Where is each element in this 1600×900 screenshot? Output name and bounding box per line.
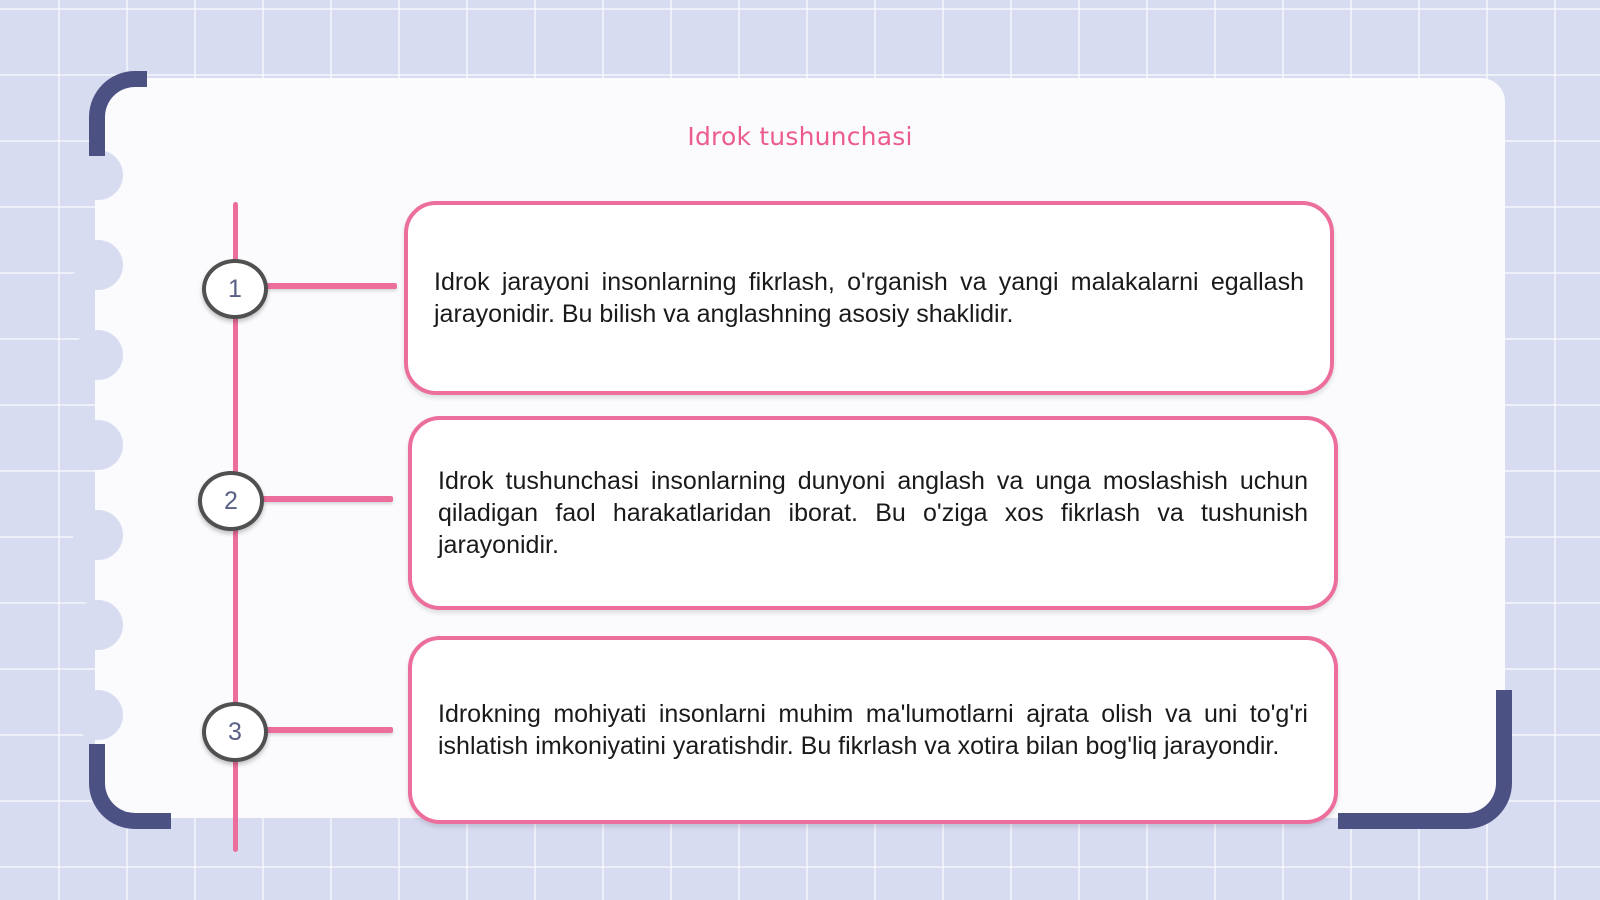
step-number-3: 3 <box>202 702 268 762</box>
torn-edge-notch <box>73 510 123 560</box>
corner-bracket-bottom-left <box>89 744 171 829</box>
torn-edge-notch <box>73 690 123 740</box>
info-box-text: Idrok tushunchasi insonlarning dunyoni anglash va unga moslashish uchun qiladigan faol harakatlaridan iborat. Bu o'ziga xos fikrlash va tushunish jarayonidir. <box>438 467 1308 559</box>
connector-line-1 <box>265 283 397 289</box>
info-box-2 <box>408 416 1338 610</box>
info-box-text: Idrok jarayoni insonlarning fikrlash, o'rganish va yangi malakalarni egallash jarayonidir. Bu bilish va anglashning asosiy shaklidir. <box>434 268 1304 328</box>
corner-bracket-bottom-right <box>1338 690 1512 829</box>
torn-edge-notch <box>73 330 123 380</box>
torn-edge-notch <box>73 600 123 650</box>
torn-edge-notch <box>73 240 123 290</box>
info-box-text: Idrokning mohiyati insonlarni muhim ma'lumotlarni ajrata olish va uni to'g'ri ishlatish imkoniyatini yaratishdir. Bu fikrlash va xotira bilan bog'liq jarayondir. <box>438 700 1308 760</box>
torn-edge-notch <box>73 150 123 200</box>
page-title: Idrok tushunchasi <box>687 122 913 151</box>
step-number-2: 2 <box>198 471 264 531</box>
step-number-1: 1 <box>202 259 268 319</box>
connector-line-2 <box>262 496 393 502</box>
connector-line-3 <box>265 727 393 733</box>
info-box-3 <box>408 636 1338 824</box>
info-box-1 <box>404 201 1334 395</box>
torn-edge-notch <box>73 420 123 470</box>
